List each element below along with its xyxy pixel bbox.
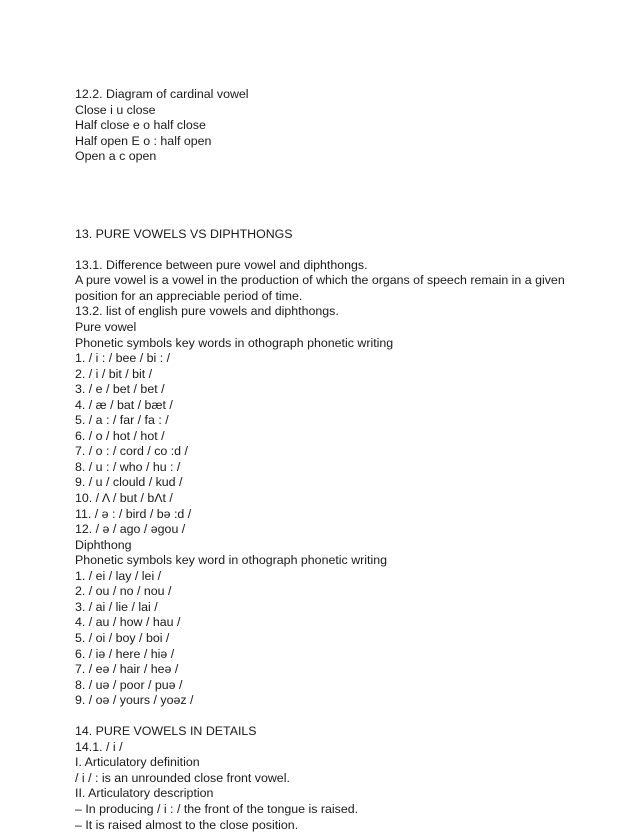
subsection-title: 13.1. Difference between pure vowel and diphthongs. (75, 257, 368, 272)
diphthong-table-header: Phonetic symbols key word in othograph phonetic writing (75, 553, 387, 568)
subsection-title: 14.1. / i / (75, 739, 123, 754)
subsection-title: 13.2. list of english pure vowels and diphthongs. (75, 304, 339, 319)
subsection-title: 12.2. Diagram of cardinal vowel (75, 87, 249, 101)
list-item: 8. / uə / poor / puə / (75, 677, 183, 692)
list-item: 8. / u : / who / hu : / (75, 459, 181, 474)
text-line: Close i u close (75, 102, 156, 117)
text-line: Half open E o : half open (75, 133, 212, 148)
text-line: – In producing / i : / the front of the tongue is raised. (75, 801, 359, 816)
list-item: 4. / æ / bat / bæt / (75, 397, 173, 412)
pure-vowel-list (75, 351, 595, 538)
document-body (75, 87, 595, 833)
text-line: / i / : is an unrounded close front vowel. (75, 770, 290, 785)
pure-vowel-table-header: Phonetic symbols key words in othograph phonetic writing (75, 335, 394, 350)
list-item: 9. / u / clould / kud / (75, 475, 183, 490)
section-heading: 14. PURE VOWELS IN DETAILS (75, 724, 257, 739)
diphthong-label: Diphthong (75, 537, 132, 552)
list-item: 2. / ou / no / nou / (75, 584, 172, 599)
list-item: 10. / Λ / but / bΛt / (75, 491, 173, 506)
spacer (75, 242, 595, 258)
list-item: 6. / iə / here / hiə / (75, 646, 175, 661)
text-line: II. Articulatory description (75, 786, 214, 801)
text-line: Open a c open (75, 149, 157, 164)
list-item: 3. / e / bet / bet / (75, 382, 165, 397)
list-item: 12. / ə / ago / əgou / (75, 522, 186, 537)
spacer (75, 165, 595, 227)
pure-vowel-label: Pure vowel (75, 320, 137, 335)
list-item: 5. / oi / boy / boi / (75, 630, 170, 645)
definition-paragraph: A pure vowel is a vowel in the production of which the organs of speech remain in a given position for an appreciable period of time. (75, 273, 565, 303)
diphthong-list (75, 569, 595, 709)
text-line: – It is raised almost to the close position. (75, 817, 299, 832)
list-item: 1. / ei / lay / lei / (75, 568, 162, 583)
section-heading: 13. PURE VOWELS VS DIPHTHONGS (75, 226, 293, 241)
list-item: 3. / ai / lie / lai / (75, 599, 158, 614)
list-item: 2. / i / bit / bit / (75, 366, 153, 381)
list-item: 5. / a : / far / fa : / (75, 413, 169, 428)
list-item: 9. / oə / yours / yoəz / (75, 693, 194, 708)
list-item: 7. / o : / cord / co :d / (75, 444, 188, 459)
list-item: 4. / au / how / hau / (75, 615, 181, 630)
section-13 (75, 227, 595, 709)
list-item: 1. / i : / bee / bi : / (75, 351, 171, 366)
list-item: 11. / ə : / bird / bə :d / (75, 506, 192, 521)
text-line: Half close e o half close (75, 118, 206, 133)
section-12-2 (75, 87, 595, 165)
spacer (75, 709, 595, 725)
list-item: 7. / eə / hair / heə / (75, 662, 179, 677)
list-item: 6. / o / hot / hot / (75, 428, 165, 443)
text-line: I. Articulatory definition (75, 755, 200, 770)
section-14 (75, 724, 595, 833)
